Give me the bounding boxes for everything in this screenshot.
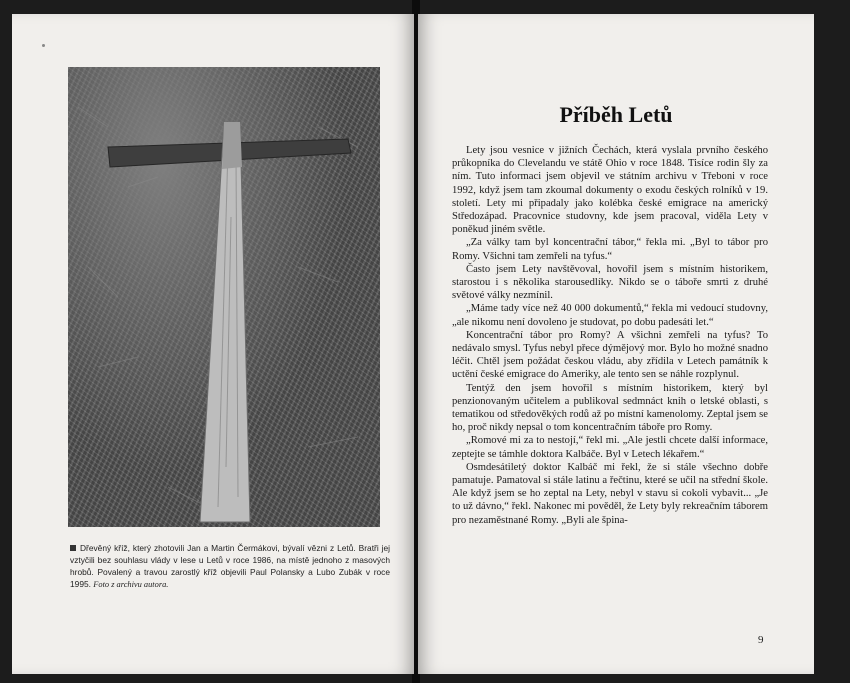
caption-text: Dřevěný kříž, který zhotovili Jan a Martin Čermákovi, bývalí vězni z Letů. Bratři jej vztyčili bez souhlasu vlády v lese u Letů v roce 1986, na místě jednoho z masových hrobů. Povalený a travou zarostlý kříž objevili Paul Polansky a Lubo Zubák v roce 1995. [70,543,390,589]
chapter-body [452,144,768,527]
paragraph: Lety jsou vesnice v jižních Čechách, která vyslala prvního českého průkopníka do Clevelandu ve státě Ohio v roce 1848. Tisíce rodin šly za ním. Tuto informaci jsem objevil ve státním archivu v Třeboni v roce 1992, když jsem tam zkoumal dokumenty o exodu českých rolníků v 19. století. Lety mi připadaly jako kolébka české emigrace na americký Středozápad. Pracovnice studovny, kde jsem pracoval, viděla Lety v poněkud jiném světle. [452,145,768,236]
paragraph: „Máme tady více než 40 000 dokumentů,“ řekla mi vedoucí studovny, „ale nikomu není dovoleno je studovat, po dobu padesáti let.“ [452,303,768,328]
photo-caption [70,542,390,591]
cross-photo [68,67,380,527]
right-page [418,14,814,674]
paragraph: „Romové mi za to nestojí,“ řekl mi. „Ale jestli chcete další informace, zeptejte se támhle doktora Kalbáče. Byl v Letech lékařem.“ [452,435,768,460]
paragraph: Tentýž den jsem hovořil s místním historikem, který byl penzionovaným učitelem a publikoval sedmnáct knih o letské oblasti, s tematikou od středověkých rodů až po místní kamenolomy. Zeptal jsem se ho, proč nikdy nepsal o tom koncentračním táboře pro Romy. [452,382,768,434]
chapter-title: Příběh Letů [559,102,673,127]
caption-bullet-icon [70,545,76,551]
paragraph: Koncentrační tábor pro Romy? A všichni zemřeli na tyfus? To nedávalo smysl. Tyfus nebyl přece dýmějový mor. Bylo ho možné snadno léčit. Chtěl jsem požádat českou vládu, aby zřídila v Letech památník k uctění české emigrace do Ameriky, ale tento sen se náhle rozplynul. [452,329,768,381]
paragraph: „Za války tam byl koncentrační tábor,“ řekla mi. „Byl to tábor pro Romy. Všichni tam zemřeli na tyfus.“ [452,237,768,262]
left-page [12,14,414,674]
page-number: 9 [758,634,764,646]
paragraph: Často jsem Lety navštěvoval, hovořil jsem s místním historikem, starostou i s několika starousedlíky. Nikdo se o táboře smrti z druhé světové války nezmínil. [452,263,768,302]
paragraph: Osmdesátiletý doktor Kalbáč mi řekl, že si stále všechno dobře pamatuje. Pamatoval si stále latinu a řečtinu, které se učil na střední škole. Ale když jsem se ho zeptal na Lety, nebyl v stavu si cokoli vybavit... „Je to už dávno,“ řekl. Nakonec mi pověděl, že Lety byly rekreačním táborem pro nezaměstnané Romy. „Byli ale špina- [452,461,768,526]
wooden-cross-illustration [68,67,380,527]
paper-speck [42,44,45,47]
photo-credit: Foto z archivu autora. [93,580,169,589]
